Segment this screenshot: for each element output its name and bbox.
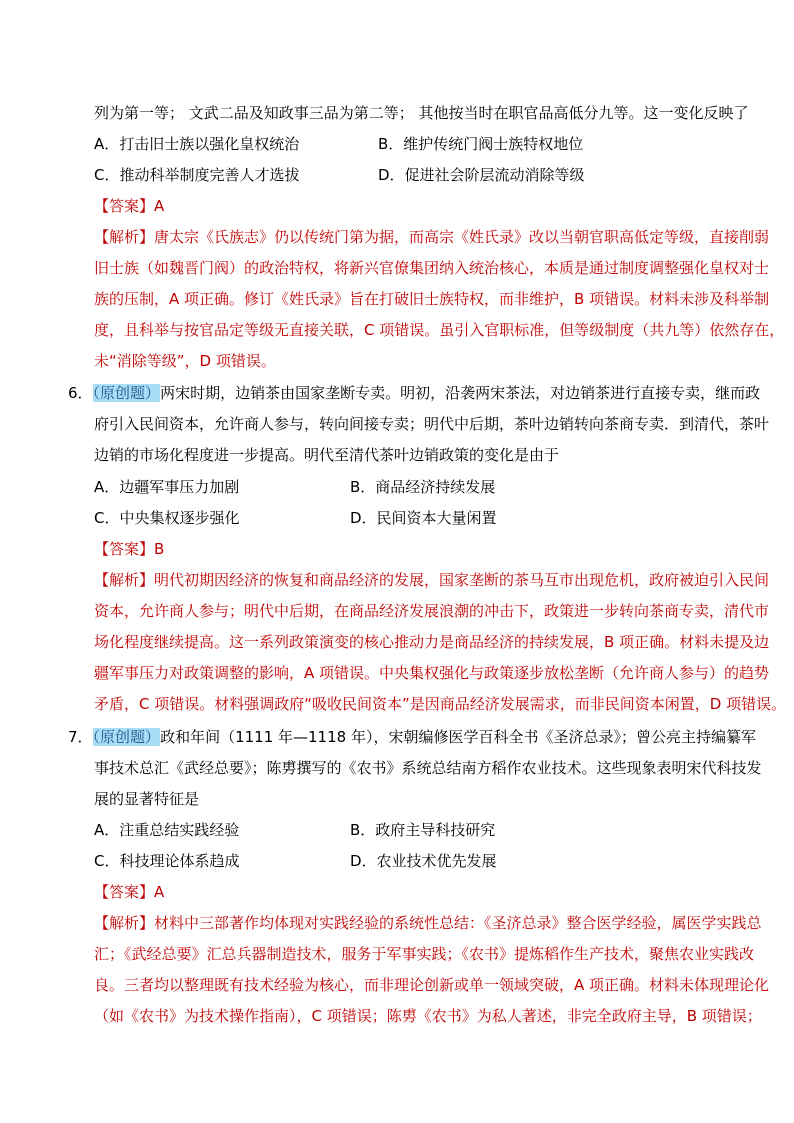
q5-analysis-line-1 xyxy=(94,227,769,247)
q5-option-c[interactable]: C．推动科举制度完善人才选拔 xyxy=(94,166,300,184)
answer-value: A xyxy=(154,197,165,215)
q5-analysis-line-2: 旧士族（如魏晋门阀）的政治特权，将新兴官僚集团纳入统治核心，本质是通过制度调整强化皇权对士 xyxy=(94,259,770,277)
q7-stem-line-2: 事技术总汇《武经总要》；陈旉撰写的《农书》系统总结南方稻作农业技术。这些现象表明宋代科技发 xyxy=(94,759,762,777)
q6-answer xyxy=(94,539,164,559)
q7-analysis-line-4: （如《农书》为技术操作指南），C 项错误；陈旉《农书》为私人著述，非完全政府主导，B 项错误； xyxy=(94,1007,762,1025)
q5-option-b[interactable]: B．维护传统门阀士族特权地位 xyxy=(378,135,584,153)
q7-answer xyxy=(94,882,164,902)
q6-analysis-line-5: 矛盾，C 项错误。材料强调政府“吸收民间资本”是因商品经济发展需求，而非民间资本闲置，D 项错误。 xyxy=(94,695,787,713)
analysis-label: 【解析】 xyxy=(94,571,155,589)
analysis-label: 【解析】 xyxy=(94,228,155,246)
q5-answer xyxy=(94,196,164,216)
q6-option-c[interactable]: C．中央集权逐步强化 xyxy=(94,509,240,527)
stem-text: 政和年间（1111 年—1118 年），宋朝编修医学百科全书《圣济总录》；曾公亮主持编纂军 xyxy=(160,728,756,746)
q5-analysis-line-3: 族的压制，A 项正确。修订《姓氏录》旨在打破旧士族特权，而非维护，B 项错误。材料未涉及科举制 xyxy=(94,290,770,308)
q5-stem-tail: 列为第一等； 文武二品及知政事三品为第二等； 其他按当时在职官品高低分九等。这一变化反映了 xyxy=(94,104,749,122)
analysis-text: 材料中三部著作均体现对实践经验的系统性总结：《圣济总录》整合医学经验，属医学实践总 xyxy=(154,914,762,932)
q6-option-a[interactable]: A．边疆军事压力加剧 xyxy=(94,478,240,496)
question-number: 6． xyxy=(68,384,93,402)
answer-label: 【答案】 xyxy=(94,197,155,215)
q7-stem-line-1 xyxy=(68,727,756,747)
q7-analysis-line-1 xyxy=(94,913,762,933)
analysis-text: 唐太宗《氏族志》仍以传统门第为据，而高宗《姓氏录》改以当朝官职高低定等级，直接削弱 xyxy=(154,228,770,246)
q7-option-d[interactable]: D．农业技术优先发展 xyxy=(350,852,497,870)
answer-label: 【答案】 xyxy=(94,883,155,901)
stem-text: 两宋时期，边销茶由国家垄断专卖。明初，沿袭两宋茶法，对边销茶进行直接专卖，继而政 xyxy=(160,384,761,402)
answer-value: A xyxy=(154,883,165,901)
answer-value: B xyxy=(154,540,165,558)
q6-option-d[interactable]: D．民间资本大量闲置 xyxy=(350,509,497,527)
q6-analysis-line-4: 疆军事压力对政策调整的影响，A 项错误。中央集权强化与政策逐步放松垄断（允许商人参与）的趋势 xyxy=(94,664,770,682)
q5-option-d[interactable]: D．促进社会阶层流动消除等级 xyxy=(378,166,585,184)
analysis-text: 明代初期因经济的恢复和商品经济的发展，国家垄断的茶马互市出现危机，政府被迫引入民间 xyxy=(154,571,770,589)
original-question-tag: （原创题） xyxy=(92,384,161,402)
q7-option-a[interactable]: A．注重总结实践经验 xyxy=(94,821,240,839)
q6-analysis-line-3: 场化程度继续提高。这一系列政策演变的核心推动力是商品经济的持续发展，B 项正确。材料未提及边 xyxy=(94,633,770,651)
answer-label: 【答案】 xyxy=(94,540,155,558)
analysis-label: 【解析】 xyxy=(94,914,155,932)
q6-analysis-line-1 xyxy=(94,570,769,590)
q6-stem-line-3: 边销的市场化程度进一步提高。明代至清代茶叶边销政策的变化是由于 xyxy=(94,446,560,464)
q7-stem-line-3: 展的显著特征是 xyxy=(94,790,200,808)
q5-option-a[interactable]: A．打击旧士族以强化皇权统治 xyxy=(94,135,300,153)
q7-analysis-line-3: 良。三者均以整理既有技术经验为核心，而非理论创新或单一领域突破，A 项正确。材料未体现理论化 xyxy=(94,976,770,994)
question-number: 7． xyxy=(68,728,93,746)
q5-analysis-line-4: 度，且科举与按官品定等级无直接关联，C 项错误。虽引入官职标准，但等级制度（共九等）依然存在， xyxy=(94,321,785,339)
q6-stem-line-1 xyxy=(68,383,760,403)
q6-stem-line-2: 府引入民间资本，允许商人参与，转向间接专卖；明代中后期，茶叶边销转向茶商专卖．到清代，茶叶 xyxy=(94,415,770,433)
q7-option-c[interactable]: C．科技理论体系趋成 xyxy=(94,852,240,870)
q7-option-b[interactable]: B．政府主导科技研究 xyxy=(350,821,496,839)
q5-analysis-line-5: 未“消除等级”，D 项错误。 xyxy=(94,352,276,370)
q6-option-b[interactable]: B．商品经济持续发展 xyxy=(350,478,496,496)
q6-analysis-line-2: 资本，允许商人参与；明代中后期，在商品经济发展浪潮的冲击下，政策进一步转向茶商专卖，清代市 xyxy=(94,602,770,620)
q7-analysis-line-2: 汇；《武经总要》汇总兵器制造技术，服务于军事实践；《农书》提炼稻作生产技术，聚焦农业实践改 xyxy=(94,945,755,963)
original-question-tag: （原创题） xyxy=(92,728,161,746)
